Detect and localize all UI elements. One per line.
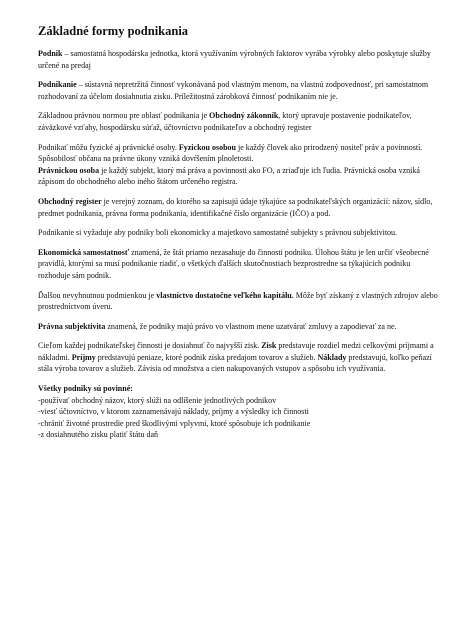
list-item: -používať obchodný názov, ktorý slúži na odlíšenie jednotlivých podnikov bbox=[38, 395, 277, 405]
term: Obchodný register bbox=[38, 196, 102, 206]
list-item: -z dosiahnutého zisku platiť štátu daň bbox=[38, 430, 159, 440]
term: Fyzickou osobou bbox=[178, 142, 236, 152]
definition-podnik: Podnik – samostatná hospodárska jednotka, ktorá využívaním výrobných faktorov vyrába výrobky alebo poskytuje služby určené na predaj bbox=[38, 49, 431, 70]
paragraph-profit: Cieľom každej podnikateľskej činnosti je dosiahnuť čo najvyšší zisk. Zisk predstavuje rozdiel medzi celkovými príjmami a nákladmi. Príjmy predstavujú peniaze, ktoré podnik získa predajom tovarov a služieb. Náklady predstavujú, koľko peňazí stála výroba tovarov a služieb. Závisia od množstva a cien nakupovaných vstupov a spôsobu ich využívania. bbox=[38, 341, 434, 374]
paragraph-legal-norm: Základnou právnou normou pre oblasť podnikania je Obchodný zákonník, ktorý upravuje postavenie podnikateľov, záväzkové vzťahy, hospodársku súťaž, účtovníctvo podnikateľov a obchodný register bbox=[38, 111, 412, 132]
document-title: Základné formy podnikania bbox=[38, 24, 189, 38]
definition-podnikanie: Podnikanie – sústavná nepretržitá činnosť vykonávaná pod vlastným menom, na vlastnú zodpovednosť, pri samostatnom rozhodovaní za účelom dosiahnutia zisku. Príležitostná zárobková činnosť podnikaním nie je. bbox=[38, 80, 429, 101]
term: Právnickou osoba bbox=[38, 165, 100, 175]
term: Príjmy bbox=[71, 352, 96, 362]
paragraph-economic-independence: Ekonomická samostatnosť znamená, že štát priamo nezasahuje do činnosti podniku. Úlohou štátu je len určiť všeobecné pravidlá, ktorými sa musí podnikanie riadiť, o všetkých ďalších skutočnostiach bezprostredne sa týkajúcich podniku rozhoduje sám podnik. bbox=[38, 247, 429, 280]
term: Zisk bbox=[261, 341, 277, 351]
paragraph-legal-subjectivity: Právna subjektivita znamená, že podniky majú právo vo vlastnom mene uzatvárať zmluvy a zapodievať za ne. bbox=[38, 321, 397, 331]
term: Podnik bbox=[38, 49, 63, 58]
term: Ekonomická samostatnosť bbox=[38, 247, 130, 257]
list-item: -chrániť životné prostredie pred škodlivými vplyvmi, ktoré spôsobuje ich podnikanie bbox=[38, 418, 311, 428]
term: Obchodný zákonník bbox=[209, 111, 279, 121]
term: Podnikanie bbox=[38, 80, 77, 90]
paragraph-commercial-register: Obchodný register je verejný zoznam, do ktorého sa zapisujú údaje týkajúce sa podnikateľských organizácií: názov, sídlo, predmet podnikania, právna forma podnikania, identifikačné číslo organizácie (IČO) a pod. bbox=[38, 196, 433, 218]
term: Náklady bbox=[317, 352, 347, 362]
paragraph-capital: Ďalšou nevyhnutnou podmienkou je vlastníctvo dostatočne veľkého kapitálu. Môže byť získaný z vlastných zdrojov alebo prostredníctvom úveru. bbox=[38, 290, 438, 312]
duties-heading: Všetky podniky sú povinné: bbox=[38, 384, 133, 394]
list-item: -viesť účtovníctvo, v ktorom zaznamenávajú náklady, príjmy a výsledky ich činnosti bbox=[38, 407, 309, 417]
term: vlastníctvo dostatočne veľkého kapitálu. bbox=[156, 290, 294, 300]
paragraph-requirements: Podnikanie si vyžaduje aby podniky boli ekonomicky a majetkovo samostatné subjekty s právnou subjektivitou. bbox=[38, 228, 398, 238]
paragraph-legal-person: Právnickou osoba je každý subjekt, ktorý má práva a povinnosti ako FO, a zriaďuje ich ľudia. Právnická osoba vzniká zápisom do obchodného alebo iného štátom určeného registra. bbox=[38, 165, 420, 187]
paragraph-natural-person: Podnikať môžu fyzické aj právnické osoby. Fyzickou osobou je každý človek ako prirodzený nositeľ práv a povinností. Spôsobilosť občana na právne úkony vzniká dovŕšením plnoletosti. bbox=[38, 142, 423, 164]
duties-list bbox=[38, 383, 440, 441]
term: Právna subjektivita bbox=[38, 321, 106, 331]
